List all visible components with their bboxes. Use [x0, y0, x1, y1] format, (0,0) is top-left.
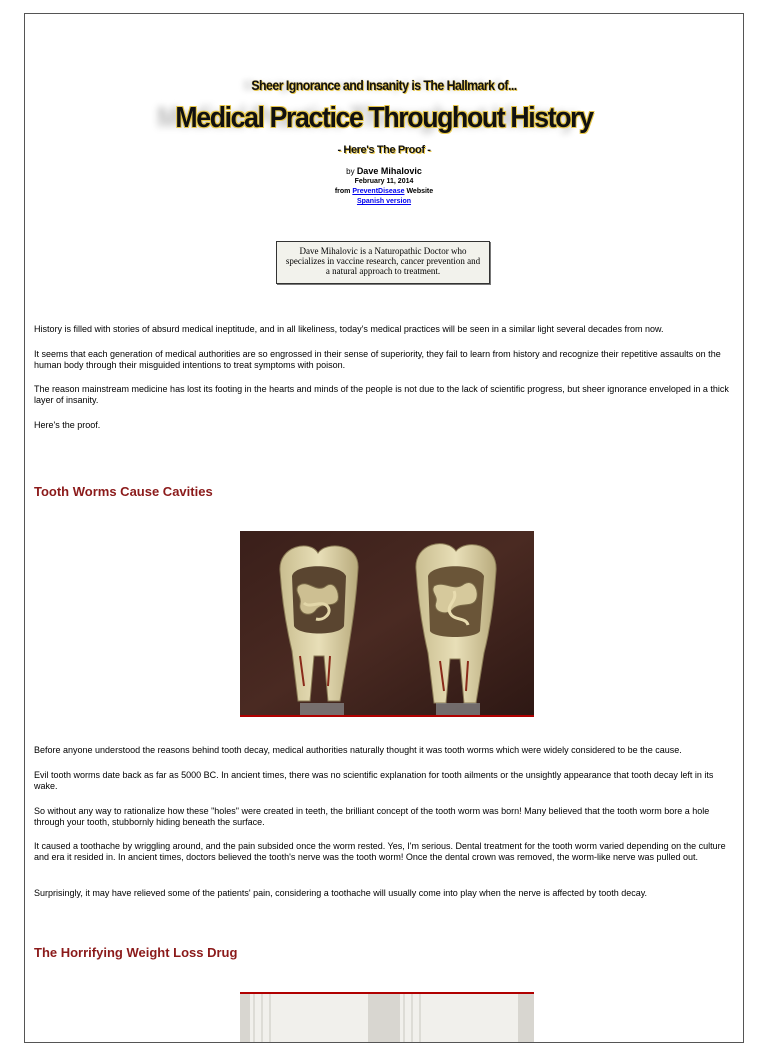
section-paragraph: It caused a toothache by wriggling around, and the pain subsided once the worm rested. Yes, I'm serious. Dental treatment for the tooth worm varied depending on the culture and era it resided in. In ancient times, doctors believed the tooth's nerve was the tooth worm! Once the dental crown was removed, the worm-like nerve was pulled out. — [34, 841, 726, 862]
sub-title: - Here's The Proof - — [337, 144, 431, 156]
byline-date: February 11, 2014 — [354, 178, 414, 185]
section-paragraph: Before anyone understood the reasons behind tooth decay, medical authorities naturally thought it was tooth worms which were widely considered to be the cause. — [34, 745, 682, 755]
spanish-version-link[interactable]: Spanish version — [356, 198, 412, 205]
intro-paragraph: The reason mainstream medicine has lost its footing in the hearts and minds of the people is not due to the lack of scientific progress, but sheer ignorance enveloped in a thick layer of insanity. — [34, 384, 729, 405]
section-heading-weight-loss: The Horrifying Weight Loss Drug — [34, 945, 238, 960]
pre-title: Sheer Ignorance and Insanity is The Hallmark of... — [251, 77, 517, 93]
byline-source — [25, 187, 743, 197]
byline-from-prefix: from — [334, 188, 353, 195]
section-paragraph: Evil tooth worms date back as far as 5000 BC. In ancient times, there was no scientific explanation for tooth ailments or the unsightly appearance that tooth decay left in its wake. — [34, 770, 714, 791]
section-paragraph: So without any way to rationalize how these "holes" were created in teeth, the brilliant concept of the tooth worm was born! Many believed that the tooth worm bore a hole through your tooth, stubbornly hiding beneath the surface. — [34, 806, 710, 827]
section-heading-tooth-worms: Tooth Worms Cause Cavities — [34, 484, 213, 499]
section-paragraph: Surprisingly, it may have relieved some of the patients' pain, considering a toothache will usually come into play when the nerve is affected by tooth decay. — [34, 888, 648, 898]
byline-by: by — [346, 167, 357, 176]
source-link[interactable]: PreventDisease — [352, 188, 405, 195]
intro-paragraph: Here's the proof. — [34, 420, 101, 430]
byline — [25, 166, 743, 207]
byline-from-suffix: Website — [404, 188, 434, 195]
page-title: Medical Practice Throughout History — [175, 102, 593, 134]
intro-paragraph: History is filled with stories of absurd medical ineptitude, and in all likeliness, today's medical practices will be seen in a similar light several decades from now. — [34, 324, 664, 334]
author-bio-box: Dave Mihalovic is a Naturopathic Doctor who specializes in vaccine research, cancer prevention and a natural approach to treatment. — [276, 241, 490, 284]
tooth-worm-image — [240, 531, 534, 717]
article-page — [24, 13, 744, 1043]
intro-paragraph: It seems that each generation of medical authorities are so engrossed in their sense of superiority, they fail to learn from history and recognize their repetitive assaults on the human body through their misguided intentions to treat symptoms with poison. — [34, 349, 721, 370]
weight-loss-drug-image — [240, 992, 534, 1043]
byline-author: Dave Mihalovic — [356, 166, 422, 176]
